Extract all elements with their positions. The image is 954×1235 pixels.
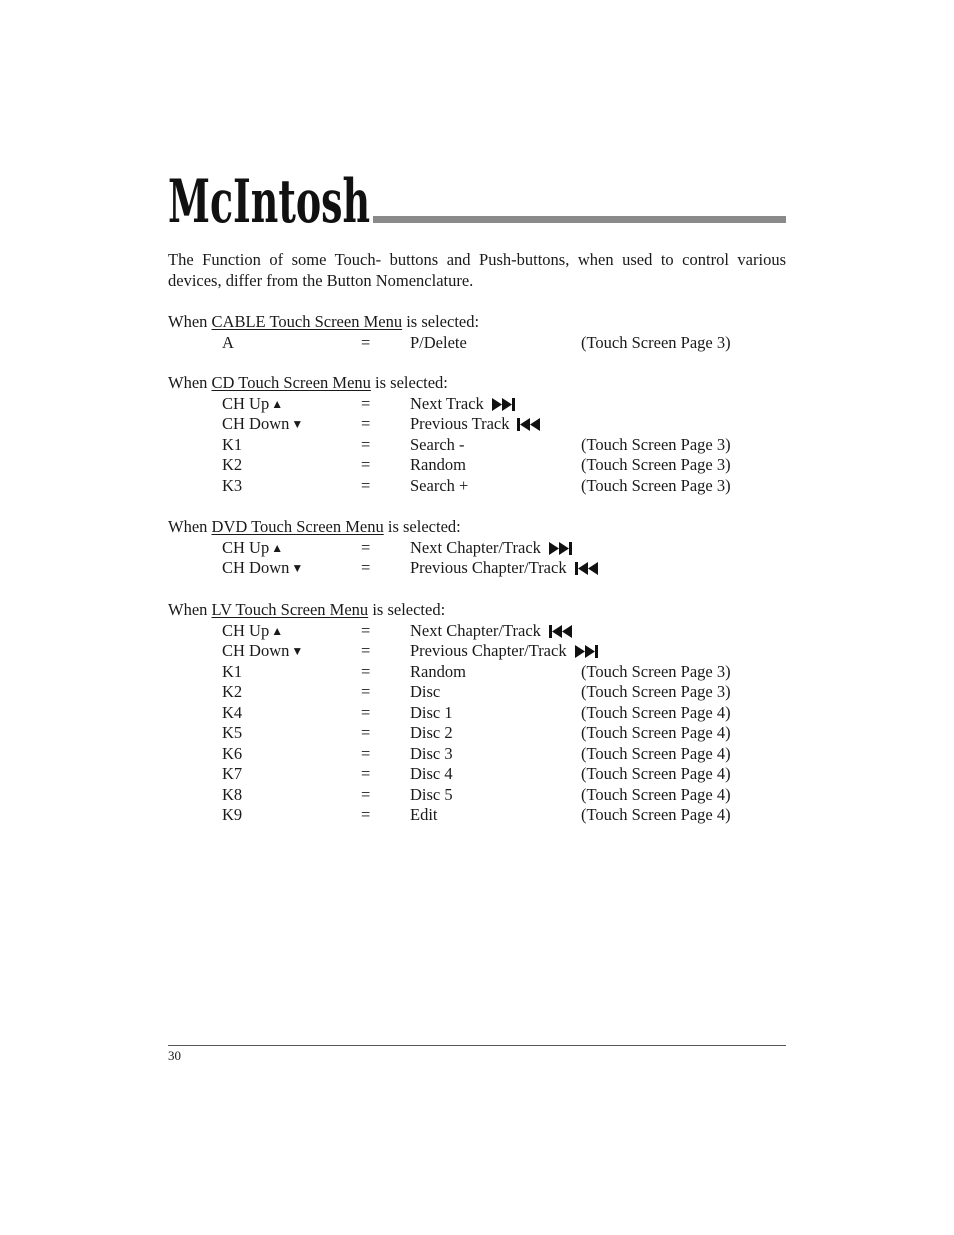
equals-sign: = (361, 558, 371, 577)
logo-rule (373, 216, 786, 223)
function-name (410, 682, 440, 703)
touch-screen-page-ref: (Touch Screen Page 3) (581, 475, 731, 495)
touch-screen-page-ref: (Touch Screen Page 3) (581, 661, 731, 681)
function-label: Next Track (410, 393, 484, 413)
button-key (222, 785, 242, 806)
equals-sign: = (361, 641, 371, 660)
function-name (410, 394, 520, 417)
menu-name: LV Touch Screen Menu (211, 600, 369, 619)
function-name (410, 538, 577, 561)
menu-name: CD Touch Screen Menu (211, 373, 371, 392)
function-name (410, 435, 465, 456)
mcintosh-wordmark-icon (168, 167, 373, 237)
button-key (222, 455, 242, 476)
arrow-down-icon: ▼ (291, 561, 304, 575)
button-key (222, 744, 242, 765)
menu-name: CABLE Touch Screen Menu (211, 312, 403, 331)
button-key-label: A (222, 332, 234, 352)
section-heading (168, 312, 786, 333)
touch-screen-page-ref: (Touch Screen Page 4) (581, 784, 731, 804)
mcintosh-logo (168, 167, 788, 237)
equals-sign: = (361, 475, 371, 495)
equals-sign: = (361, 805, 371, 824)
equals-sign: = (361, 764, 371, 783)
menu-name: DVD Touch Screen Menu (211, 517, 384, 536)
button-key (222, 435, 242, 456)
function-label: Next Chapter/Track (410, 537, 541, 557)
mapping-row (168, 641, 786, 662)
previous-track-icon (549, 623, 577, 644)
section-heading-suffix: is selected: (402, 312, 480, 331)
button-key-label: CH Up (222, 393, 270, 413)
equals-sign: = (361, 537, 371, 557)
equals-sign: = (361, 434, 371, 454)
mapping-row (168, 476, 786, 497)
function-label: Previous Chapter/Track (410, 558, 567, 577)
function-name (410, 621, 577, 644)
button-key-label: K5 (222, 723, 243, 742)
function-label: P/Delete (410, 332, 467, 352)
button-key (222, 621, 283, 642)
function-name (410, 744, 453, 765)
function-label: Search + (410, 475, 469, 495)
mapping-row (168, 333, 786, 354)
button-key (222, 476, 242, 497)
function-name (410, 333, 467, 354)
function-name (410, 723, 453, 744)
button-key-label: K2 (222, 682, 243, 701)
button-key (222, 394, 283, 415)
touch-screen-page-ref: (Touch Screen Page 4) (581, 764, 731, 783)
function-name (410, 414, 545, 437)
page-number: 30 (168, 1048, 181, 1063)
equals-sign: = (361, 682, 371, 701)
function-label: Search - (410, 434, 465, 454)
equals-sign: = (361, 661, 371, 681)
function-name (410, 455, 466, 476)
arrow-up-icon: ▲ (271, 623, 284, 638)
button-key-label: K2 (222, 455, 243, 474)
mapping-row (168, 805, 786, 826)
button-key (222, 538, 283, 559)
function-name (410, 476, 468, 497)
function-name (410, 703, 453, 724)
button-key-label: K3 (222, 475, 243, 495)
function-name (410, 662, 466, 683)
equals-sign: = (361, 743, 371, 763)
equals-sign: = (361, 620, 371, 640)
touch-screen-page-ref: (Touch Screen Page 4) (581, 702, 731, 722)
mapping-row (168, 662, 786, 683)
button-key (222, 723, 242, 744)
equals-sign: = (361, 455, 371, 474)
button-key (222, 641, 303, 662)
equals-sign: = (361, 702, 371, 722)
mapping-row (168, 744, 786, 765)
button-key (222, 558, 303, 579)
previous-track-icon (517, 416, 545, 437)
section-heading-suffix: is selected: (370, 373, 448, 392)
mapping-row (168, 435, 786, 456)
mapping-row (168, 538, 786, 559)
logo-lettering: McIntosh (168, 167, 370, 237)
touch-screen-page-ref: (Touch Screen Page 4) (581, 723, 731, 742)
equals-sign: = (361, 393, 371, 413)
section-heading (168, 373, 786, 394)
mapping-row (168, 785, 786, 806)
arrow-down-icon: ▼ (291, 417, 304, 431)
function-label: Random (410, 661, 466, 681)
touch-screen-page-ref: (Touch Screen Page 3) (581, 455, 731, 474)
button-key (222, 662, 242, 683)
next-track-icon (492, 396, 520, 417)
button-key (222, 682, 242, 703)
function-label: Next Chapter/Track (410, 620, 541, 640)
section-heading (168, 600, 786, 621)
button-key-label: K6 (222, 743, 243, 763)
arrow-up-icon: ▲ (271, 540, 284, 555)
function-label: Disc 5 (410, 784, 453, 804)
function-label: Disc 2 (410, 723, 453, 742)
arrow-down-icon: ▼ (291, 644, 304, 658)
next-track-icon (575, 643, 603, 664)
button-key-label: K1 (222, 661, 243, 681)
function-label: Disc 4 (410, 764, 453, 783)
button-key-label: K7 (222, 764, 243, 783)
touch-screen-page-ref: (Touch Screen Page 3) (581, 332, 731, 352)
mapping-row (168, 723, 786, 744)
button-key-label: CH Up (222, 537, 270, 557)
button-key-label: CH Down (222, 558, 290, 577)
next-track-icon (549, 540, 577, 561)
button-key (222, 414, 303, 435)
button-key (222, 764, 242, 785)
footer-rule (168, 1045, 786, 1046)
mapping-row (168, 455, 786, 476)
function-label: Previous Track (410, 414, 510, 433)
mapping-row (168, 558, 786, 579)
section-heading-prefix: When (168, 600, 212, 619)
function-name (410, 641, 603, 664)
menu-section (168, 373, 786, 496)
section-heading-prefix: When (168, 517, 212, 536)
mapping-row (168, 621, 786, 642)
function-label: Disc 3 (410, 743, 453, 763)
touch-screen-page-ref: (Touch Screen Page 4) (581, 743, 731, 763)
button-key-label: K9 (222, 805, 243, 824)
mapping-row (168, 764, 786, 785)
button-key (222, 703, 242, 724)
menu-section (168, 517, 786, 579)
function-name (410, 558, 603, 581)
section-heading (168, 517, 786, 538)
equals-sign: = (361, 784, 371, 804)
intro-paragraph: The Function of some Touch- buttons and Push-buttons, when used to control various devices, differ from the Button Nomenclature. (168, 250, 786, 290)
button-key-label: K1 (222, 434, 243, 454)
button-key-label: CH Down (222, 414, 290, 433)
function-label: Disc (410, 682, 441, 701)
button-key (222, 333, 234, 354)
button-key-label: CH Up (222, 620, 270, 640)
touch-screen-page-ref: (Touch Screen Page 3) (581, 434, 731, 454)
touch-screen-page-ref: (Touch Screen Page 4) (581, 805, 731, 824)
mapping-row (168, 394, 786, 415)
mapping-row (168, 414, 786, 435)
equals-sign: = (361, 332, 371, 352)
menu-section (168, 600, 786, 826)
button-key-label: CH Down (222, 641, 290, 660)
mapping-row (168, 682, 786, 703)
equals-sign: = (361, 414, 371, 433)
button-key-label: K8 (222, 784, 243, 804)
section-heading-suffix: is selected: (368, 600, 446, 619)
previous-track-icon (575, 560, 603, 581)
equals-sign: = (361, 723, 371, 742)
arrow-up-icon: ▲ (271, 396, 284, 411)
mapping-row (168, 703, 786, 724)
section-heading-prefix: When (168, 312, 212, 331)
touch-screen-page-ref: (Touch Screen Page 3) (581, 682, 731, 701)
function-name (410, 785, 453, 806)
section-heading-prefix: When (168, 373, 212, 392)
menu-section (168, 312, 786, 353)
function-label: Random (410, 455, 466, 474)
function-name (410, 764, 453, 785)
button-key-label: K4 (222, 702, 243, 722)
function-label: Disc 1 (410, 702, 453, 722)
button-key (222, 805, 242, 826)
function-label: Previous Chapter/Track (410, 641, 567, 660)
function-name (410, 805, 438, 826)
section-heading-suffix: is selected: (383, 517, 461, 536)
function-label: Edit (410, 805, 438, 824)
